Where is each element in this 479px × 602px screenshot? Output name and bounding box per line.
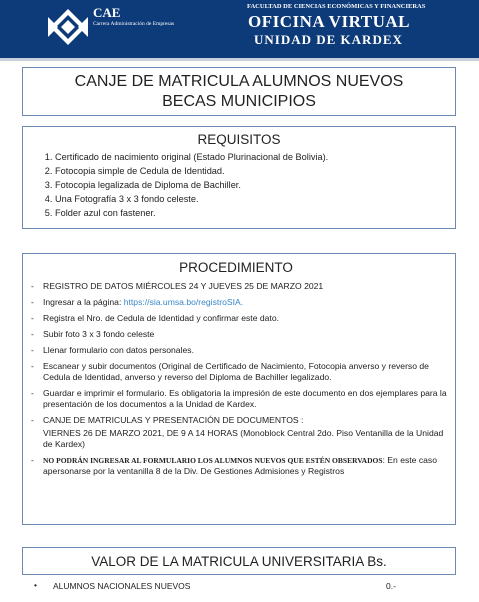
list-item: - Ingresar a la página: https://sia.umsa.bo/registroSIA. <box>31 297 244 307</box>
valor-box <box>22 547 456 575</box>
cae-logo-icon <box>46 7 90 47</box>
list-item: - Llenar formulario con datos personales. <box>31 345 194 355</box>
valor-heading: VALOR DE LA MATRICULA UNIVERSITARIA Bs. <box>91 554 387 569</box>
list-item: - Guardar e imprimir el formulario. Es obligatoria la impresión de este documento en dos ejemplares para la presentación de los documentos a la Unidad de Kardex. <box>31 388 447 409</box>
requisitos-box <box>22 126 456 229</box>
list-item: - Escanear y subir documentos (Original de Certificado de Nacimiento, Fotocopia anverso y reverso de Cedula de Identidad, anverso y reverso del Diploma de Bachiller legalizado. <box>31 361 429 382</box>
registro-sia-link[interactable]: https://sia.umsa.bo/registroSIA. <box>123 297 244 307</box>
requisitos-heading: REQUISITOS <box>197 132 281 147</box>
schedule-text: VIERNES 26 DE MARZO 2021, DE 9 A 14 HORAS (Monoblock Central 2do. Piso Ventanilla de la Unidad de Kardex) <box>43 428 444 449</box>
faculty-name: FACULTAD DE CIENCIAS ECONÓMICAS Y FINANCIERAS <box>247 3 426 10</box>
list-item: - Registra el Nro. de Cedula de Identidad y confirmar este dato. <box>31 313 279 323</box>
list-item: 2. Fotocopia simple de Cedula de Identidad. <box>55 164 455 178</box>
office-title: OFICINA VIRTUAL <box>248 12 410 31</box>
list-item: - Subir foto 3 x 3 fondo celeste <box>31 329 155 339</box>
cae-label: CAE <box>93 5 121 20</box>
office-subtitle: UNIDAD DE KARDEX <box>254 32 403 47</box>
procedimiento-box <box>22 253 456 525</box>
valor-item-label: ALUMNOS NACIONALES NUEVOS <box>53 581 191 591</box>
procedimiento-list <box>23 281 449 477</box>
procedimiento-heading: PROCEDIMIENTO <box>179 260 293 275</box>
warning-rest: : En este caso apersonarse por la ventanilla 8 de la Div. De Gestiones Admisiones y Registros <box>43 455 437 476</box>
list-item: - REGISTRO DE DATOS MIÉRCOLES 24 Y JUEVES 25 DE MARZO 2021 <box>31 281 324 291</box>
requisitos-list <box>23 150 455 220</box>
warning-bold: NO PODRÁN INGRESAR AL FORMULARIO LOS ALUMNOS NUEVOS QUE ESTÉN OBSERVADOS <box>43 456 383 465</box>
list-item: 1. Certificado de nacimiento original (Estado Plurinacional de Bolivia). <box>55 150 455 164</box>
list-item: 5. Folder azul con fastener. <box>55 206 455 220</box>
list-item: 4. Una Fotografía 3 x 3 fondo celeste. <box>55 192 455 206</box>
cae-subtitle: Carrera Administración de Empresas <box>93 21 175 27</box>
bullet-icon: • <box>34 580 37 590</box>
page-title-line1: CANJE DE MATRICULA ALUMNOS NUEVOS <box>74 73 404 90</box>
page-title-line2: BECAS MUNICIPIOS <box>162 93 316 110</box>
header-banner <box>0 0 479 61</box>
list-item: - CANJE DE MATRICULAS Y PRESENTACIÓN DE DOCUMENTOS : <box>31 415 304 425</box>
warning-item: - NO PODRÁN INGRESAR AL FORMULARIO LOS ALUMNOS NUEVOS QUE ESTÉN OBSERVADOS: En este caso apersonarse por la ventanilla 8 de la Div. De Gestiones Admisiones y Registros <box>31 455 437 476</box>
list-item: 3. Fotocopia legalizada de Diploma de Bachiller. <box>55 178 455 192</box>
valor-item-value: 0.- <box>386 581 396 591</box>
title-box <box>22 67 456 116</box>
